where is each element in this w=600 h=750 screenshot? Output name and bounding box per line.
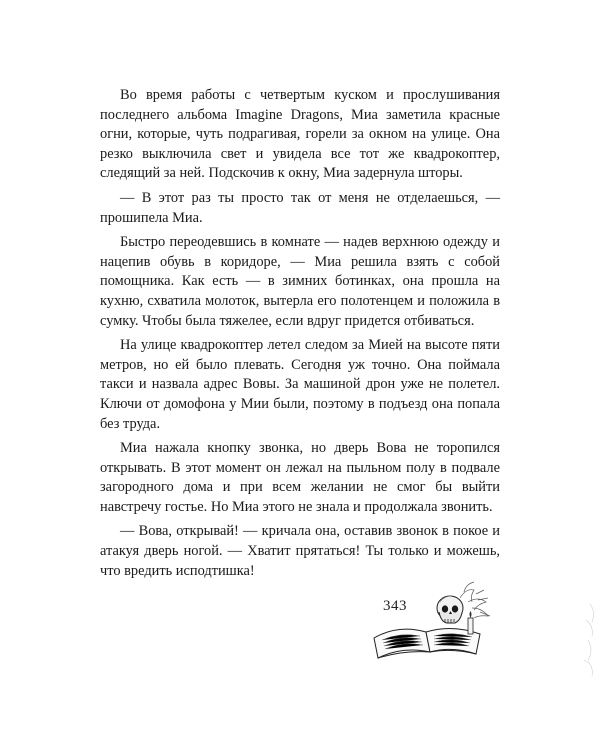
body-text [100,86,500,581]
page-number: 343 [383,598,407,614]
paragraph: — Вова, открывай! — кричала она, оставив звонок в покое и атакуя дверь ногой. — Хватит прятаться! Ты только и можешь, что вредить исподтишка! [100,523,500,579]
paragraph: Во время работы с четвертым куском и прослушивания последнего альбома Imagine Dragons, Миа заметила красные огни, которые, чуть подрагивая, горели за окном на улице. Она резко выключила свет и увидела все тот же квадрокоптер, следящий за ней. Подскочив к окну, Миа задернула шторы. [100,87,500,182]
skull-on-open-book-icon [368,578,498,660]
paragraph: На улице квадрокоптер летел следом за Мией на высоте пяти метров, но ей было плевать. Сегодня уж точно. Она поймала такси и назвала адрес Вовы. За машиной дрон уже не полетел. Ключи от домофона у Мии были, поэтому в подъезд она попала без труда. [100,337,500,432]
paragraph: Миа нажала кнопку звонка, но дверь Вова не торопился открывать. В этот момент он лежал на пыльном полу в подвале загородного дома и при всем желании не смог бы выйти навстречу гостье. Но Миа этого не знала и продолжала звонить. [100,440,500,515]
paragraph: Быстро переодевшись в комнате — надев верхнюю одежду и нацепив обувь в коридоре, — Миа решила взять с собой помощника. Как есть — в зимних ботинках, она прошла на кухню, схватила молоток, вытерла его полотенцем и положила в сумку. Чтобы была тяжелее, если вдруг придется отбиваться. [100,234,500,329]
paragraph: — В этот раз ты просто так от меня не отделаешься, — прошипела Миа. [100,189,500,226]
decorative-edge [560,600,600,680]
